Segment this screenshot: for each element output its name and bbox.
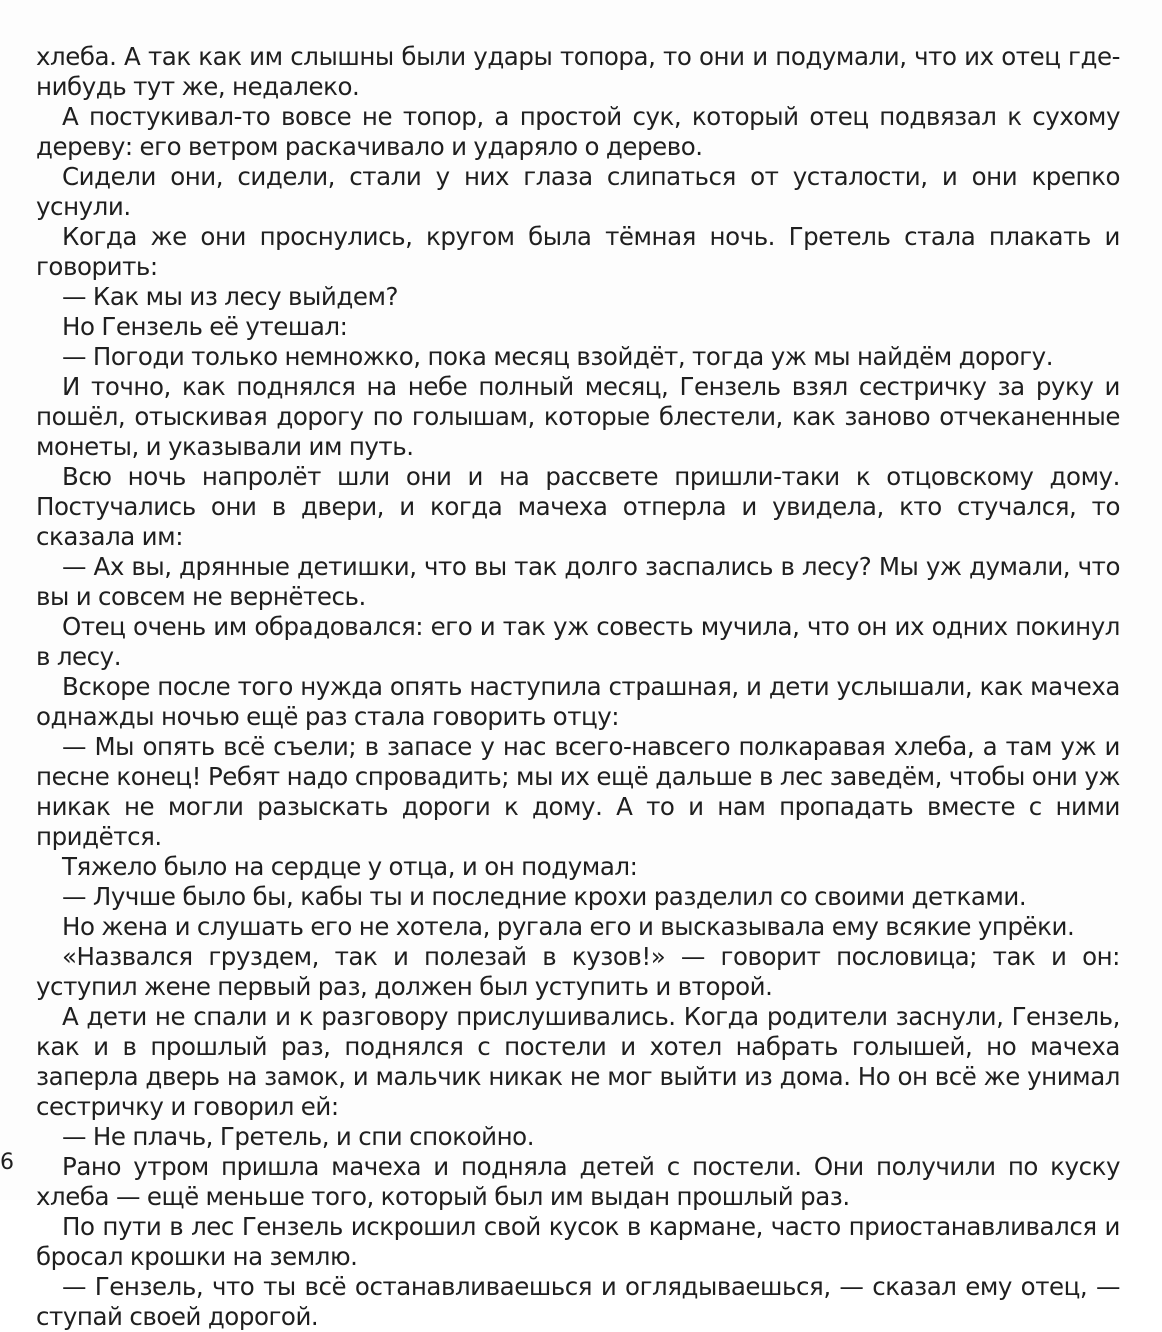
paragraph-22: — Гензель, что ты всё останавливаешься и оглядываешься, — сказал ему отец, — ступай своей дорогой. bbox=[36, 1272, 1120, 1331]
paragraph-10: — Ах вы, дрянные детишки, что вы так долго заспались в лесу? Мы уж думали, что вы и совсем не вернётесь. bbox=[36, 552, 1120, 611]
paragraph-16: Но жена и слушать его не хотела, ругала его и высказывала ему всякие упрёки. bbox=[62, 912, 1075, 941]
paragraph-20: Рано утром пришла мачеха и подняла детей с постели. Они получили по куску хлеба — ещё меньше того, который был им выдан прошлый раз. bbox=[36, 1152, 1120, 1211]
paragraph-9: Всю ночь напролёт шли они и на рассвете пришли-таки к отцовскому дому. Постучались они в двери, и когда мачеха отперла и увидела, кто стучался, то сказала им: bbox=[36, 462, 1120, 551]
paragraph-18: А дети не спали и к разговору прислушивались. Когда родители заснули, Гензель, как и в прошлый раз, поднялся с постели и хотел набрать голышей, но мачеха заперла дверь на замок, и мальчик никак не мог выйти из дома. Но он всё же унимал сестричку и говорил ей: bbox=[36, 1002, 1120, 1121]
paragraph-7: — Погоди только немножко, пока месяц взойдёт, тогда уж мы найдём дорогу. bbox=[62, 342, 1054, 371]
paragraph-12: Вскоре после того нужда опять наступила страшная, и дети услышали, как мачеха однажды ночью ещё раз стала говорить отцу: bbox=[36, 672, 1120, 731]
paragraph-6: Но Гензель её утешал: bbox=[62, 312, 348, 341]
paragraph-17: «Назвался груздем, так и полезай в кузов!» — говорит пословица; так и он: уступил жене первый раз, должен был уступить и второй. bbox=[36, 942, 1120, 1001]
paragraph-8: И точно, как поднялся на небе полный месяц, Гензель взял сестричку за руку и пошёл, отыскивая дорогу по голышам, которые блестели, как заново отчеканенные монеты, и указывали им путь. bbox=[36, 372, 1120, 461]
paragraph-13: — Мы опять всё съели; в запасе у нас всего-навсего полкаравая хлеба, а там уж и песне конец! Ребят надо спровадить; мы их ещё дальше в лес заведём, чтобы они уж никак не могли разыскать дороги к дому. А то и нам пропадать вместе с ними придётся. bbox=[36, 732, 1120, 851]
page-number: 6 bbox=[0, 1150, 14, 1175]
paragraph-19: — Не плачь, Гретель, и спи спокойно. bbox=[62, 1122, 535, 1151]
story-text bbox=[36, 42, 1120, 1332]
paragraph-1: хлеба. А так как им слышны были удары топора, то они и подумали, что их отец где-нибудь тут же, недалеко. bbox=[36, 42, 1120, 101]
paragraph-4: Когда же они проснулись, кругом была тёмная ночь. Гретель стала плакать и говорить: bbox=[36, 222, 1120, 281]
paragraph-14: Тяжело было на сердце у отца, и он подумал: bbox=[62, 852, 638, 881]
paragraph-5: — Как мы из лесу выйдем? bbox=[62, 282, 399, 311]
paragraph-21: По пути в лес Гензель искрошил свой кусок в кармане, часто приостанавливался и бросал крошки на землю. bbox=[36, 1212, 1120, 1271]
paragraph-2: А постукивал-то вовсе не топор, а простой сук, который отец подвязал к сухому дереву: его ветром раскачивало и ударяло о дерево. bbox=[36, 102, 1120, 161]
paragraph-15: — Лучше было бы, кабы ты и последние крохи разделил со своими детками. bbox=[62, 882, 1027, 911]
paragraph-11: Отец очень им обрадовался: его и так уж совесть мучила, что он их одних покинул в лесу. bbox=[36, 612, 1120, 671]
paragraph-3: Сидели они, сидели, стали у них глаза слипаться от усталости, и они крепко уснули. bbox=[36, 162, 1120, 221]
